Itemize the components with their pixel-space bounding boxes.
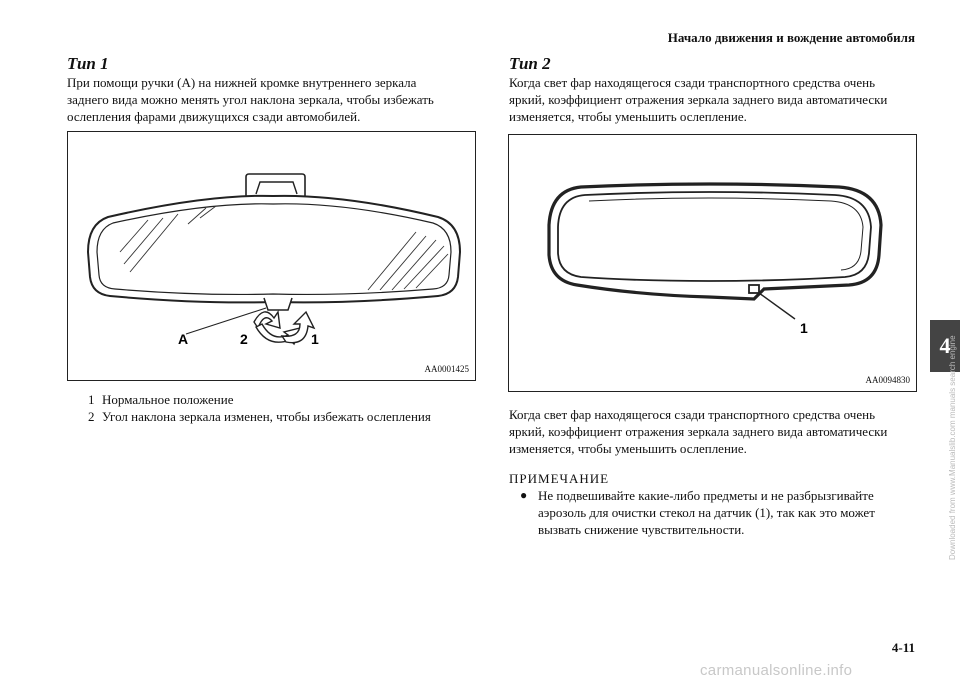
note-line: аэрозоль для очистки стекол на датчик (1), так как это может (538, 505, 875, 520)
page-number: 4-11 (891, 640, 915, 655)
note-title: ПРИМЕЧАНИЕ (509, 471, 610, 486)
type2-after-line: яркий, коэффициент отражения зеркала заднего вида автоматически (509, 424, 888, 439)
mirror-type1-illustration (68, 132, 475, 380)
type2-paragraph (509, 74, 919, 125)
figure-type1 (67, 131, 476, 381)
type2-line: изменяется, чтобы уменьшить ослепление. (509, 109, 747, 124)
mirror-type2-illustration (509, 135, 916, 391)
sensor-label-1: 1 (800, 320, 808, 336)
chapter-tab: 4 (930, 320, 960, 372)
type2-after-line: изменяется, чтобы уменьшить ослепление. (509, 441, 747, 456)
legend-item: 2 Угол наклона зеркала изменен, чтобы избежать ослепления (88, 409, 431, 424)
type2-heading: Тип 2 (509, 54, 551, 73)
type1-heading: Тип 1 (67, 54, 109, 73)
legend-item: 1 Нормальное положение (88, 392, 234, 407)
bullet-icon: ● (520, 488, 528, 502)
figure-code: AA0094830 (865, 375, 910, 385)
watermark: carmanualsonline.info (700, 662, 853, 679)
running-header: Начало движения и вождение автомобиля (667, 30, 915, 45)
type2-after-line: Когда свет фар находящегося сзади транспортного средства очень (509, 407, 875, 422)
note-bullet-item (520, 487, 920, 538)
note-line: вызвать снижение чувствительности. (538, 522, 745, 537)
type2-line: яркий, коэффициент отражения зеркала заднего вида автоматически (509, 92, 888, 107)
type2-after-paragraph (509, 406, 919, 457)
note-body (520, 487, 920, 538)
type2-line: Когда свет фар находящегося сзади транспортного средства очень (509, 75, 875, 90)
figure-code: AA0001425 (424, 364, 469, 374)
type1-paragraph (67, 74, 467, 125)
type1-line: заднего вида можно менять угол наклона зеркала, чтобы избежать (67, 92, 434, 107)
type1-line: При помощи ручки (A) на нижней кромке внутреннего зеркала (67, 75, 417, 90)
label-1: 1 (311, 331, 319, 347)
type1-line: ослепления фарами движущихся сзади автомобилей. (67, 109, 361, 124)
note-line: Не подвешивайте какие-либо предметы и не разбрызгивайте (538, 488, 874, 503)
figure-type2 (508, 134, 917, 392)
label-2: 2 (240, 331, 248, 347)
side-watermark: Downloaded from www.Manualslib.com manuals search engine (948, 335, 957, 560)
label-a: A (178, 331, 189, 347)
type1-legend (88, 391, 431, 425)
